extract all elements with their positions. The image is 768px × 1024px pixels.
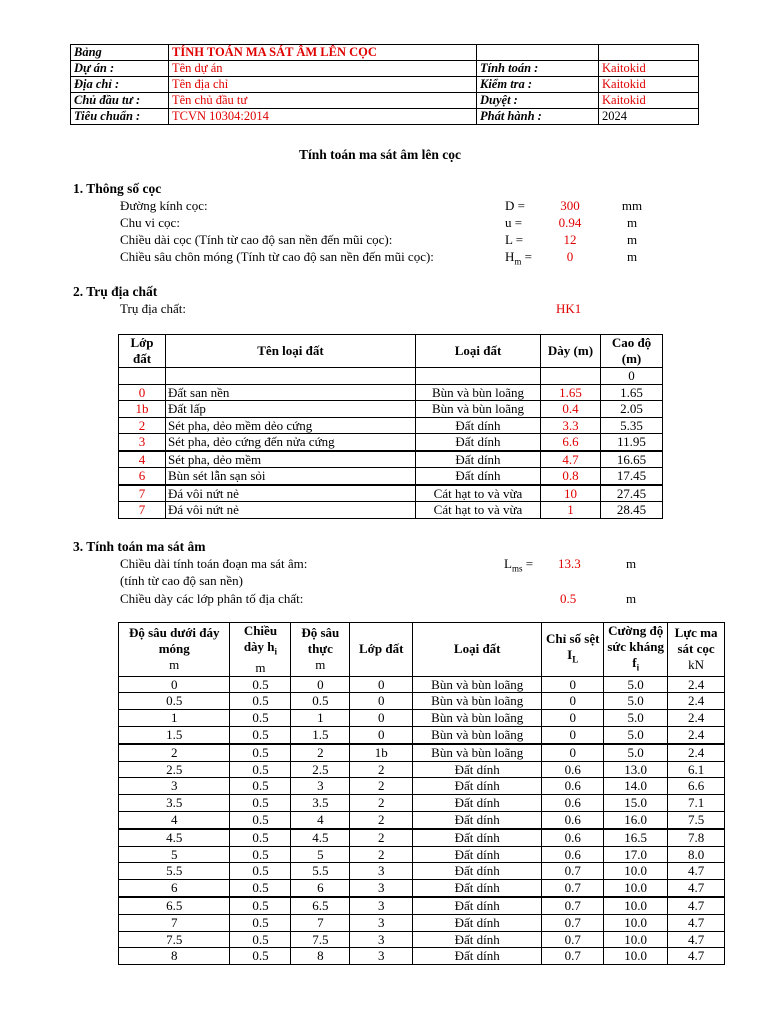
table-cell: Đất dính <box>413 811 542 828</box>
table-cell: 6.6 <box>541 434 601 451</box>
header-label: Duyệt : <box>477 93 599 109</box>
table-cell: 0.5 <box>230 778 291 795</box>
table-cell: 1b <box>350 744 413 761</box>
table-cell: Bùn và bùn loãng <box>413 693 542 710</box>
page-title: Tính toán ma sát âm lên cọc <box>299 147 461 162</box>
param-symbol: $H_m$ = <box>505 249 532 267</box>
table-cell: 16.5 <box>604 829 668 846</box>
table-row <box>119 693 725 710</box>
table-cell: 1 <box>291 710 350 727</box>
table-cell: 2 <box>350 778 413 795</box>
table-cell: 3 <box>350 931 413 948</box>
section-3-heading: 3. Tính toán ma sát âm <box>73 539 206 554</box>
table-cell: 10.0 <box>604 931 668 948</box>
column-header: Loại đất <box>413 623 542 677</box>
table-cell: 13.0 <box>604 761 668 778</box>
param-symbol: L = <box>505 232 524 247</box>
table-cell: 1 <box>119 710 230 727</box>
column-header: Cao độ (m) <box>601 335 663 368</box>
table-cell: Đất dính <box>413 795 542 812</box>
table-cell: 7.5 <box>119 931 230 948</box>
table-cell: Sét pha, dẻo mềm <box>166 451 416 468</box>
table-cell: Sét pha, dẻo cứng đến nửa cứng <box>166 434 416 451</box>
table-cell: 3 <box>291 778 350 795</box>
table-cell: Đất dính <box>416 434 541 451</box>
table-cell: 0.5 <box>230 676 291 693</box>
table-cell: Đất lấp <box>166 401 416 418</box>
table-cell: 2 <box>350 795 413 812</box>
table-cell: 6 <box>119 468 166 485</box>
table-row <box>119 726 725 743</box>
table-row <box>119 795 725 812</box>
column-header: Lớp đất <box>119 335 166 368</box>
table-cell: Sét pha, dẻo mềm dẻo cứng <box>166 417 416 434</box>
table-cell: Bùn và bùn loãng <box>416 384 541 401</box>
table-cell: 5.35 <box>601 417 663 434</box>
table-cell: 2.4 <box>668 726 725 743</box>
table-cell: 4.5 <box>291 829 350 846</box>
table-cell: Đất dính <box>413 846 542 863</box>
table-cell: 1.5 <box>291 726 350 743</box>
header-value: TÍNH TOÁN MA SÁT ÂM LÊN CỌC <box>169 45 477 61</box>
table-cell: Đất dính <box>413 880 542 897</box>
header-value: Tên dự án <box>169 61 477 77</box>
param-value: 0.94 <box>558 215 582 230</box>
table-row <box>119 948 725 965</box>
friction-length-unit: m <box>626 556 637 571</box>
table-row <box>119 846 725 863</box>
table-cell: 0.5 <box>230 897 291 914</box>
table-cell: Đất dính <box>413 863 542 880</box>
table-cell: 0 <box>350 676 413 693</box>
table-cell: 0 <box>291 676 350 693</box>
header-label: Tính toán : <box>477 61 599 77</box>
header-value: Tên chủ đầu tư <box>169 93 477 109</box>
header-value: Tên địa chỉ <box>169 77 477 93</box>
param-symbol: D = <box>505 198 525 213</box>
table-row <box>119 384 663 401</box>
table-cell: 1.65 <box>601 384 663 401</box>
table-cell: 0 <box>542 744 604 761</box>
table-cell: 7.1 <box>668 795 725 812</box>
column-header: Lớp đất <box>350 623 413 677</box>
table-cell: 3.5 <box>291 795 350 812</box>
table-cell: 5.0 <box>604 744 668 761</box>
table-cell: 1.65 <box>541 384 601 401</box>
header-label: Địa chỉ : <box>71 77 169 93</box>
table-row <box>119 829 725 846</box>
table-cell: 16.65 <box>601 451 663 468</box>
table-cell: 3 <box>350 863 413 880</box>
table-cell: 4 <box>291 811 350 828</box>
column-header: Loại đất <box>416 335 541 368</box>
table-cell: 6 <box>119 880 230 897</box>
table-cell: 7 <box>119 502 166 519</box>
table-cell: 0.4 <box>541 401 601 418</box>
table-row <box>119 502 663 519</box>
table-cell: 0 <box>119 384 166 401</box>
soil-layer-table <box>118 334 663 519</box>
header-value: TCVN 10304:2014 <box>169 109 477 125</box>
table-cell: Đất dính <box>413 931 542 948</box>
table-cell: 0.5 <box>230 726 291 743</box>
table-cell: Đất dính <box>416 417 541 434</box>
table-cell: Bùn và bùn loãng <box>413 710 542 727</box>
table-row <box>119 811 725 828</box>
table-cell: 3 <box>350 897 413 914</box>
table-cell: 5.0 <box>604 676 668 693</box>
table-cell: 0.6 <box>542 795 604 812</box>
column-header: Dày (m) <box>541 335 601 368</box>
table-row <box>119 863 725 880</box>
table-cell: 14.0 <box>604 778 668 795</box>
table-cell: Bùn và bùn loãng <box>413 726 542 743</box>
table-cell: 0.5 <box>230 795 291 812</box>
table-cell: Đá vôi nứt nẻ <box>166 485 416 502</box>
friction-length-value: 13.3 <box>558 556 581 571</box>
table-cell: 0 <box>350 693 413 710</box>
param-label: Đường kính cọc: <box>120 198 208 213</box>
param-value: 300 <box>560 198 580 213</box>
table-cell: 0.6 <box>542 811 604 828</box>
table-cell: 0.5 <box>230 761 291 778</box>
table-cell: Bùn và bùn loãng <box>416 401 541 418</box>
table-cell: 10 <box>541 485 601 502</box>
table-cell: 10.0 <box>604 914 668 931</box>
element-thickness-label: Chiều dày các lớp phân tố địa chất: <box>120 591 304 606</box>
table-cell: Đất dính <box>413 914 542 931</box>
table-row <box>119 676 725 693</box>
table-cell: 0.8 <box>541 468 601 485</box>
param-unit: m <box>626 249 638 264</box>
table-cell: 3.5 <box>119 795 230 812</box>
table-cell: 0.7 <box>542 880 604 897</box>
table-cell: 0.5 <box>230 914 291 931</box>
table-row <box>119 897 725 914</box>
table-cell: 0.6 <box>542 761 604 778</box>
table-cell: Đất dính <box>416 451 541 468</box>
table-row <box>119 434 663 451</box>
table-cell: 0.7 <box>542 863 604 880</box>
header-label <box>477 45 599 61</box>
table-cell: 2.4 <box>668 676 725 693</box>
table-cell: 1.5 <box>119 726 230 743</box>
table-cell: 3 <box>350 880 413 897</box>
negative-friction-table <box>118 622 725 965</box>
section-2-heading: 2. Trụ địa chất <box>73 284 158 299</box>
table-cell: Đất dính <box>413 829 542 846</box>
header-value: Kaitokid <box>599 61 699 77</box>
table-row <box>119 417 663 434</box>
table-cell: 17.45 <box>601 468 663 485</box>
table-cell: 0 <box>350 726 413 743</box>
table-cell: 4.7 <box>541 451 601 468</box>
table-cell: 0.7 <box>542 897 604 914</box>
table-cell: 5.0 <box>604 710 668 727</box>
table-cell: 5 <box>119 846 230 863</box>
table-cell: 7.5 <box>291 931 350 948</box>
table-cell: 10.0 <box>604 948 668 965</box>
header-row <box>71 109 699 125</box>
table-cell: 10.0 <box>604 880 668 897</box>
table-cell: 7 <box>291 914 350 931</box>
table-cell: 6.5 <box>119 897 230 914</box>
table-cell: 0 <box>542 726 604 743</box>
table-cell: Cát hạt to và vừa <box>416 502 541 519</box>
header-label: Tiêu chuẩn : <box>71 109 169 125</box>
header-value: Kaitokid <box>599 93 699 109</box>
table-cell: 7 <box>119 914 230 931</box>
friction-length-label: Chiều dài tính toán đoạn ma sát âm: <box>120 556 308 571</box>
table-cell: 0.7 <box>542 948 604 965</box>
table-cell: 10.0 <box>604 897 668 914</box>
table-cell: 0.5 <box>230 948 291 965</box>
table-cell: 2 <box>119 744 230 761</box>
table-row <box>119 778 725 795</box>
param-label: Chiều sâu chôn móng (Tính từ cao độ san nền đến mũi cọc): <box>120 249 434 264</box>
top-elevation: 0 <box>601 368 663 385</box>
table-cell: 7.5 <box>668 811 725 828</box>
table-cell: 11.95 <box>601 434 663 451</box>
table-cell: Đất dính <box>413 761 542 778</box>
header-label: Dự án : <box>71 61 169 77</box>
table-cell: 6.1 <box>668 761 725 778</box>
table-cell: 3 <box>119 434 166 451</box>
header-label: Bảng <box>71 45 169 61</box>
friction-length-note: (tính từ cao độ san nền) <box>120 573 243 588</box>
table-cell: 7.8 <box>668 829 725 846</box>
table-cell: 0.5 <box>230 880 291 897</box>
table-cell: 0 <box>119 676 230 693</box>
table-cell: 8 <box>291 948 350 965</box>
param-unit: mm <box>621 198 643 213</box>
table-row <box>119 468 663 485</box>
table-cell: 6.5 <box>291 897 350 914</box>
column-header: Cường độ sức kháng $f_i$ <box>604 623 668 677</box>
table-cell: 0.5 <box>119 693 230 710</box>
table-cell: 2.4 <box>668 693 725 710</box>
table-cell: 2 <box>350 846 413 863</box>
table-cell: 8 <box>119 948 230 965</box>
friction-length-symbol: $L_{ms}$ = <box>504 556 534 574</box>
table-cell: 0.5 <box>230 693 291 710</box>
table-cell: 0.7 <box>542 931 604 948</box>
table-cell: 15.0 <box>604 795 668 812</box>
table-cell: 1 <box>541 502 601 519</box>
table-cell: 6 <box>291 880 350 897</box>
table-cell: 0.5 <box>230 829 291 846</box>
table-cell: 3 <box>350 948 413 965</box>
table-row <box>119 744 725 761</box>
param-symbol: u = <box>505 215 523 230</box>
column-header: Độ sâu dưới đáy móng m <box>119 623 230 677</box>
table-row <box>119 761 725 778</box>
table-cell: 5.0 <box>604 693 668 710</box>
table-cell: 2.4 <box>668 710 725 727</box>
table-row <box>119 451 663 468</box>
table-cell: Đất dính <box>413 778 542 795</box>
header-value: Kaitokid <box>599 77 699 93</box>
param-label: Chu vi cọc: <box>120 215 180 230</box>
table-cell: 5.0 <box>604 726 668 743</box>
element-thickness-unit: m <box>626 591 637 606</box>
table-cell: 2 <box>350 761 413 778</box>
table-cell: 4.7 <box>668 897 725 914</box>
table-cell: 0.5 <box>230 846 291 863</box>
table-cell: Đất dính <box>416 468 541 485</box>
table-cell: 27.45 <box>601 485 663 502</box>
header-label: Chủ đầu tư : <box>71 93 169 109</box>
table-cell: 8.0 <box>668 846 725 863</box>
table-row <box>119 485 663 502</box>
table-cell: 3 <box>119 778 230 795</box>
table-cell: Đá vôi nứt nẻ <box>166 502 416 519</box>
column-header: Độ sâu thực m <box>291 623 350 677</box>
table-cell: 6.6 <box>668 778 725 795</box>
table-cell: 5 <box>291 846 350 863</box>
table-cell: 4 <box>119 451 166 468</box>
header-row <box>71 45 699 61</box>
column-header: Chỉ số sệt $I_L$ <box>542 623 604 677</box>
table-cell: 0.5 <box>230 710 291 727</box>
table-row <box>119 914 725 931</box>
borehole-label: Trụ địa chất: <box>120 301 186 316</box>
table-cell: 2 <box>350 811 413 828</box>
table-cell: 0.7 <box>542 914 604 931</box>
table-cell: 28.45 <box>601 502 663 519</box>
header-value: 2024 <box>599 109 699 125</box>
table-cell: 16.0 <box>604 811 668 828</box>
header-table <box>70 44 699 125</box>
table-cell: 0.6 <box>542 846 604 863</box>
table-row <box>119 931 725 948</box>
table-cell: 2 <box>119 417 166 434</box>
table-cell: Bùn và bùn loãng <box>413 676 542 693</box>
header-row <box>71 77 699 93</box>
table-row <box>119 401 663 418</box>
header-value <box>599 45 699 61</box>
header-row <box>71 93 699 109</box>
table-row <box>119 368 663 385</box>
table-cell: Bùn sét lẫn sạn sỏi <box>166 468 416 485</box>
table-cell: 2.4 <box>668 744 725 761</box>
header-row <box>71 61 699 77</box>
table-cell: 2.5 <box>119 761 230 778</box>
table-cell: 17.0 <box>604 846 668 863</box>
param-value: 12 <box>563 232 577 247</box>
table-cell: 0.5 <box>291 693 350 710</box>
table-cell: 4.7 <box>668 931 725 948</box>
table-cell: Đất dính <box>413 897 542 914</box>
param-value: 0 <box>566 249 574 264</box>
table-cell: 0 <box>542 710 604 727</box>
borehole-value: HK1 <box>556 301 582 316</box>
table-row <box>119 880 725 897</box>
table-cell: 5.5 <box>119 863 230 880</box>
table-cell: 4 <box>119 811 230 828</box>
table-cell: 0.6 <box>542 778 604 795</box>
table-cell: 4.7 <box>668 863 725 880</box>
table-cell: 4.5 <box>119 829 230 846</box>
table-cell: 0 <box>542 676 604 693</box>
column-header: Lực ma sát cọc kN <box>668 623 725 677</box>
table-cell: 2.05 <box>601 401 663 418</box>
table-cell: 5.5 <box>291 863 350 880</box>
table-cell: Cát hạt to và vừa <box>416 485 541 502</box>
param-unit: m <box>626 232 638 247</box>
table-cell: 10.0 <box>604 863 668 880</box>
table-cell: 0.5 <box>230 811 291 828</box>
table-cell: 0 <box>350 710 413 727</box>
table-cell: 0.5 <box>230 744 291 761</box>
table-cell: 0 <box>542 693 604 710</box>
table-cell: 2.5 <box>291 761 350 778</box>
section-1-heading: 1. Thông số cọc <box>73 181 162 196</box>
table-cell: Bùn và bùn loãng <box>413 744 542 761</box>
table-cell: 3 <box>350 914 413 931</box>
element-thickness-value: 0.5 <box>560 591 577 606</box>
table-cell: 0.5 <box>230 863 291 880</box>
table-cell: 4.7 <box>668 948 725 965</box>
table-cell: 4.7 <box>668 914 725 931</box>
table-cell: 0.5 <box>230 931 291 948</box>
header-label: Phát hành : <box>477 109 599 125</box>
table-cell: 1b <box>119 401 166 418</box>
table-cell: 7 <box>119 485 166 502</box>
table-cell: Đất dính <box>413 948 542 965</box>
table-cell: 2 <box>350 829 413 846</box>
column-header: Chiều dày $h_i$ m <box>230 623 291 677</box>
header-label: Kiểm tra : <box>477 77 599 93</box>
table-row <box>119 710 725 727</box>
table-cell: 3.3 <box>541 417 601 434</box>
table-cell: 0.6 <box>542 829 604 846</box>
param-label: Chiều dài cọc (Tính từ cao độ san nền đến mũi cọc): <box>120 232 393 247</box>
table-cell: 2 <box>291 744 350 761</box>
table-cell: Đất san nền <box>166 384 416 401</box>
table-cell: 4.7 <box>668 880 725 897</box>
column-header: Tên loại đất <box>166 335 416 368</box>
param-unit: m <box>626 215 638 230</box>
